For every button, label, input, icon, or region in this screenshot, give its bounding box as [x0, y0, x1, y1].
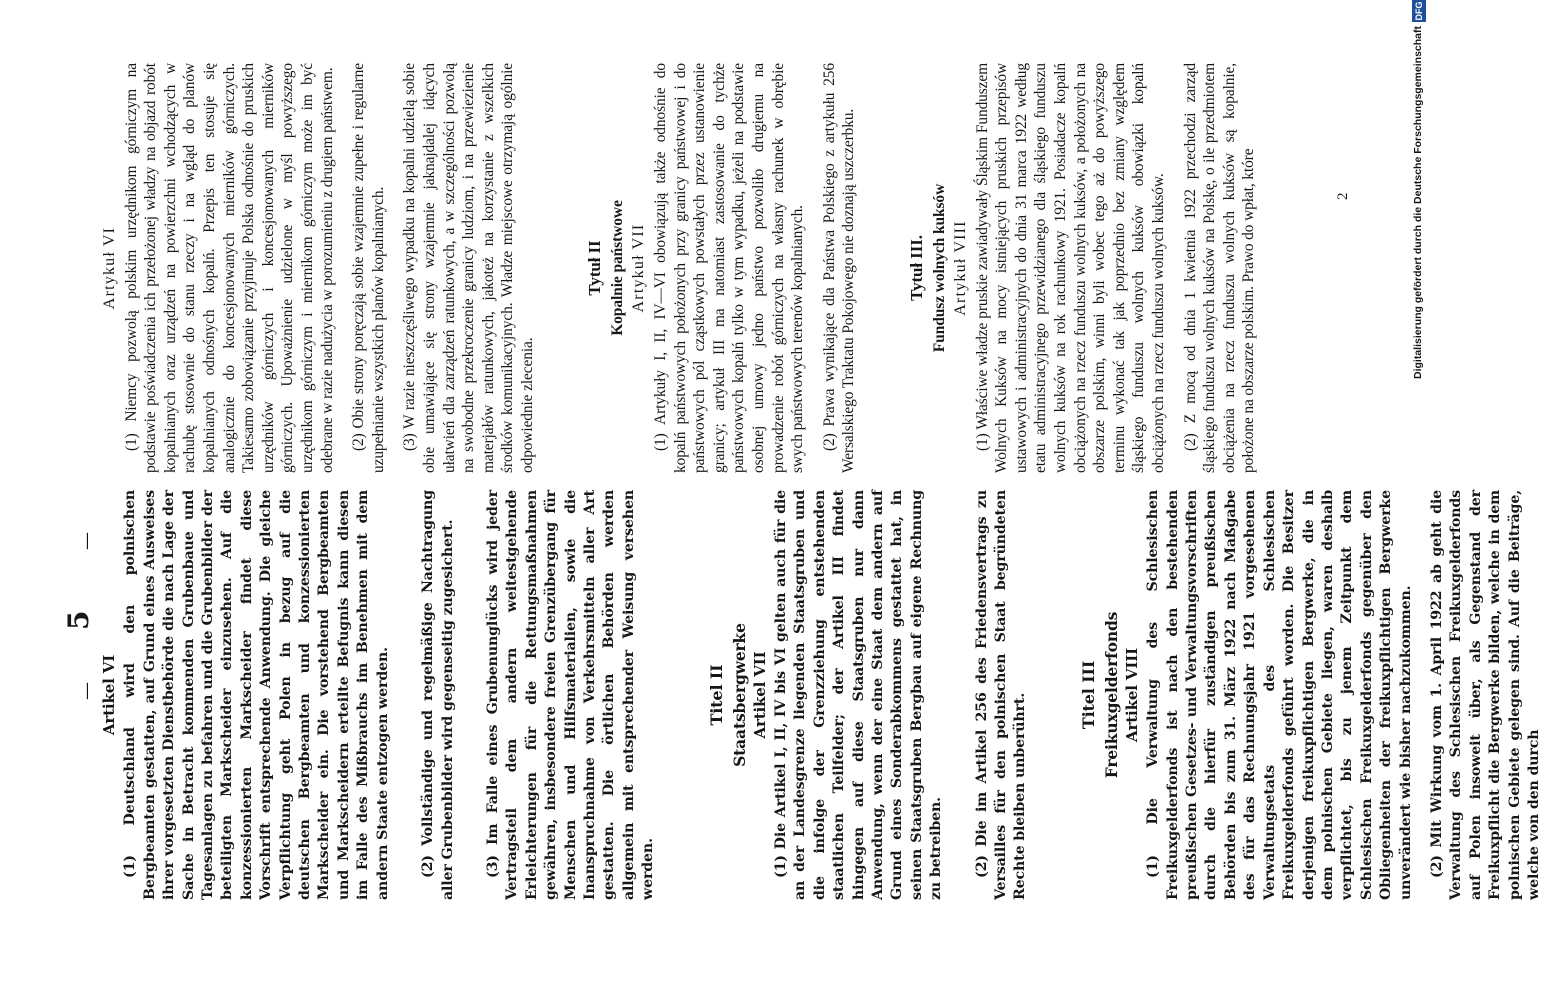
- polish-article-6-paragraph-3: (3) W razie nieszczęśliwego wypadku na kopalni udzielą sobie obie umawiające się strony wzajemnie jaknajdalej idących ułatwień dla zarządzeń ratunkowych, a w szczególności pozwolą na swobodne przekroczenie granicy ludziom, i na przewiezienie materjałów ratunkowych, jakoteż na korzystanie z wszelkich środków komunikacyjnych. Władze miejscowe otrzymają ogólnie odpowiednie zlecenia.: [401, 63, 536, 473]
- polish-title-2-heading: Tytuł II: [585, 240, 605, 296]
- german-title-3-subtitle: Freikuxgelderfonds: [1101, 611, 1121, 779]
- header-dash-left: —: [76, 682, 97, 700]
- german-article-6-paragraph-1: (1) Deutschland wird den polnischen Bergbeamten gestatten, auf Grund eines Ausweises ihrer vorgesetzten Dienstbehörde die nach Lage der Sache in Betracht kommenden Grubenbaue und Tagesanlagen zu befahren und die Grubenbilder der beteiligten Markscheider einzusehen. Auf die konzessionierten Markscheider findet diese Vorschrift entsprechende Anwendung. Die gleiche Verpflichtung geht Polen in bezug auf die deutschen Bergbeamten und konzessionierten Markscheider ein. Die vorstehend Bergbeamten und Markscheidern erteilte Befugnis kann diesen im Falle des Mißbrauchs im Benehmen mit dem andern Staate entzogen werden.: [122, 490, 391, 900]
- german-article-6-paragraph-2: (2) Vollständige und regelmäßige Nachtragung aller Grubenbilder wird gegenseitig zugesichert.: [420, 490, 456, 900]
- german-article-8-paragraph-2: (2) Mit Wirkung vom 1. April 1922 ab geht die Verwaltung des Schlesischen Freikuxgelderfonds auf Polen insoweit über, als Gegenstand der Freikuxpflicht die Bergwerke bilden, welche in dem polnischen Gebiete gelegen sind. Auf die Beiträge, welche von den durch: [1428, 490, 1542, 900]
- header-dash-right: —: [76, 532, 97, 550]
- german-title-2-subtitle: Staatsbergwerke: [729, 623, 749, 767]
- polish-article-6-heading: Artykuł VI: [101, 226, 118, 310]
- german-article-8-heading: Artikel VIII: [1122, 648, 1141, 742]
- german-article-7-paragraph-1: (1) Die Artikel I, II, IV bis VI gelten auch für die an der Landesgrenze liegenden Staatsgruben und die infolge der Grenzziehung entstehenden staatlichen Teilfelder; der Artikel III findet hingegen auf diese Staatsgruben nur dann Anwendung, wenn der eine Staat dem andern auf Grund eines Sonderabkommens gestattet hat, in seinen Staatsgruben Bergbau auf eigene Rechnung zu betreiben.: [772, 490, 945, 900]
- polish-article-8-heading: Artykuł VIII: [952, 220, 969, 316]
- sheet-number: 2: [1335, 192, 1351, 200]
- german-article-6-heading: Artikel VI: [100, 654, 118, 736]
- german-title-3-heading: Titel III: [1078, 660, 1098, 730]
- polish-article-8-paragraph-2: (2) Z mocą od dnia 1 kwietnia 1922 przechodzi zarząd śląskiego funduszu wolnych kuksów na Polskę, o ile przedmiotem obciążenia na rzecz funduszu wolnych kuksów są kopalnie, położone na obszarze polskim. Prawo do wpłat, które: [1181, 63, 1258, 473]
- polish-article-6-paragraph-1: (1) Niemcy pozwolą polskim urzędnikom górniczym na podstawie poświadczenia ich przełożonej władzy na objazd robót kopalnianych oraz urządzeń na powierzchni wchodzących w rachubę stosownie do stanu rzeczy i na wgląd do planów kopalnianych odnośnych kopalń. Przepis ten stosuje się analogicznie do koncesjonowanych mierników górniczych. Takiesamo zobowiązanie przyjmuje Polska odnośnie do pruskich urzędników górniczych i koncesjonowanych mierników górniczych. Upoważnienie udzielone w myśl powyższego urzędnikom górniczym i miernikom górniczym może im być odebrane w razie nadużycia w porozumieniu z drugiem państwem.: [122, 63, 336, 473]
- polish-article-7-paragraph-1: (1) Artykuły I, II, IV—VI obowiązują także odnośnie do kopalń państwowych położonych przy granicy państwowej i do państwowych pól cząstkowych powstałych przez ustanowienie granicy; artykuł III ma natomiast zastosowanie do tychże państwowych kopalń tylko w tym wypadku, jeżeli na podstawie osobnej umowy jedno państwo pozwoliło drugiemu na prowadzenie robót górniczych na własny rachunek w obrębie swych państwowych terenów kopalnianych.: [652, 63, 807, 473]
- polish-article-7-heading: Artykuł VII: [630, 223, 648, 313]
- digitization-notice: [1412, 0, 1428, 1000]
- german-article-6-paragraph-3: (3) Im Falle eines Grubenunglücks wird jeder Vertragsteil dem andern weitestgehende Erleichterungen für die Rettungsmaßnahmen gewähren, insbesondere freien Grenzübergang für Menschen und Hilfsmaterialien, sowie die Inanspruchnahme von Verkehrsmitteln aller Art gestatten. Die örtlichen Behörden werden allgemein mit entsprechender Weisung versehen werden.: [484, 490, 657, 900]
- page-number: 5: [62, 610, 95, 630]
- german-article-7-heading: Artikel VII: [750, 651, 769, 739]
- polish-title-3-subtitle: Fundusz wolnych kuksów: [931, 183, 948, 353]
- german-article-8-paragraph-1: (1) Die Verwaltung des Schlesischen Freikuxgelderfonds ist nach den bestehenden preußischen Gesetzes- und Verwaltungsvorschriften durch die hierfür zuständigen preußischen Behörden bis zum 31. März 1922 nach Maßgabe des für das Rechnungsjahr 1921 vorgesehenen Verwaltungsetats des Schlesischen Freikuxgelderfonds geführt worden. Die Besitzer derjenigen freikuxpflichtigen Bergwerke, die in dem polnischen Gebiete liegen, waren deshalb verpflichtet, bis zu jenem Zeitpunkt dem Schlesischen Freikuxgelderfonds gegenüber den Obliegenheiten der freikuxpflichtigen Bergwerke unverändert wie bisher nachzukommen.: [1145, 490, 1414, 900]
- dfg-logo-icon: DFG: [1414, 1, 1424, 21]
- polish-title-2-subtitle: Kopalnie państwowe: [609, 200, 627, 336]
- digitization-notice-text: Digitalisierung gefördert durch die Deutsche Forschungsgemeinschaft: [1412, 26, 1424, 379]
- polish-title-3-heading: Tytuł III.: [907, 235, 926, 301]
- page-header: [62, 280, 102, 700]
- polish-article-8-paragraph-1: (1) Właściwe władze pruskie zawiadywały Śląskim Funduszem Wolnych Kuksów na mocy istniejących pruskich przepisów ustawowych i administracyjnych do dnia 31 marca 1922 według etatu administracyjnego przewidzianego dla śląskiego funduszu wolnych kuksów na rok rachunkowy 1921. Posiadacze kopalń obciążonych na rzecz funduszu wolnych kuksów, a położonych na obszarze polskim, winni byli wobec tego aż do powyższego terminu wykonać tak jak poprzednio bez zmiany względem śląskiego funduszu wolnych kuksów obowiązki kopalń obciążonych na rzecz funduszu wolnych kuksów.: [973, 63, 1167, 473]
- german-title-2-heading: Titel II: [706, 664, 726, 726]
- german-article-7-paragraph-2: (2) Die im Artikel 256 des Friedensvertrags zu Versailles für den polnischen Staat begründeten Rechte bleiben unberührt.: [973, 490, 1029, 900]
- german-column: [100, 490, 1544, 900]
- polish-article-7-paragraph-2: (2) Prawa wynikające dla Państwa Polskiego z artykułu 256 Wersalskiego Traktatu Pokojowego nie doznają uszczerbku.: [820, 63, 858, 473]
- polish-column: [100, 63, 1259, 473]
- polish-article-6-paragraph-2: (2) Obie strony poręczają sobie wzajemnie zupełne i regularne uzupełnianie wszystkich planów kopalnianych.: [350, 63, 387, 473]
